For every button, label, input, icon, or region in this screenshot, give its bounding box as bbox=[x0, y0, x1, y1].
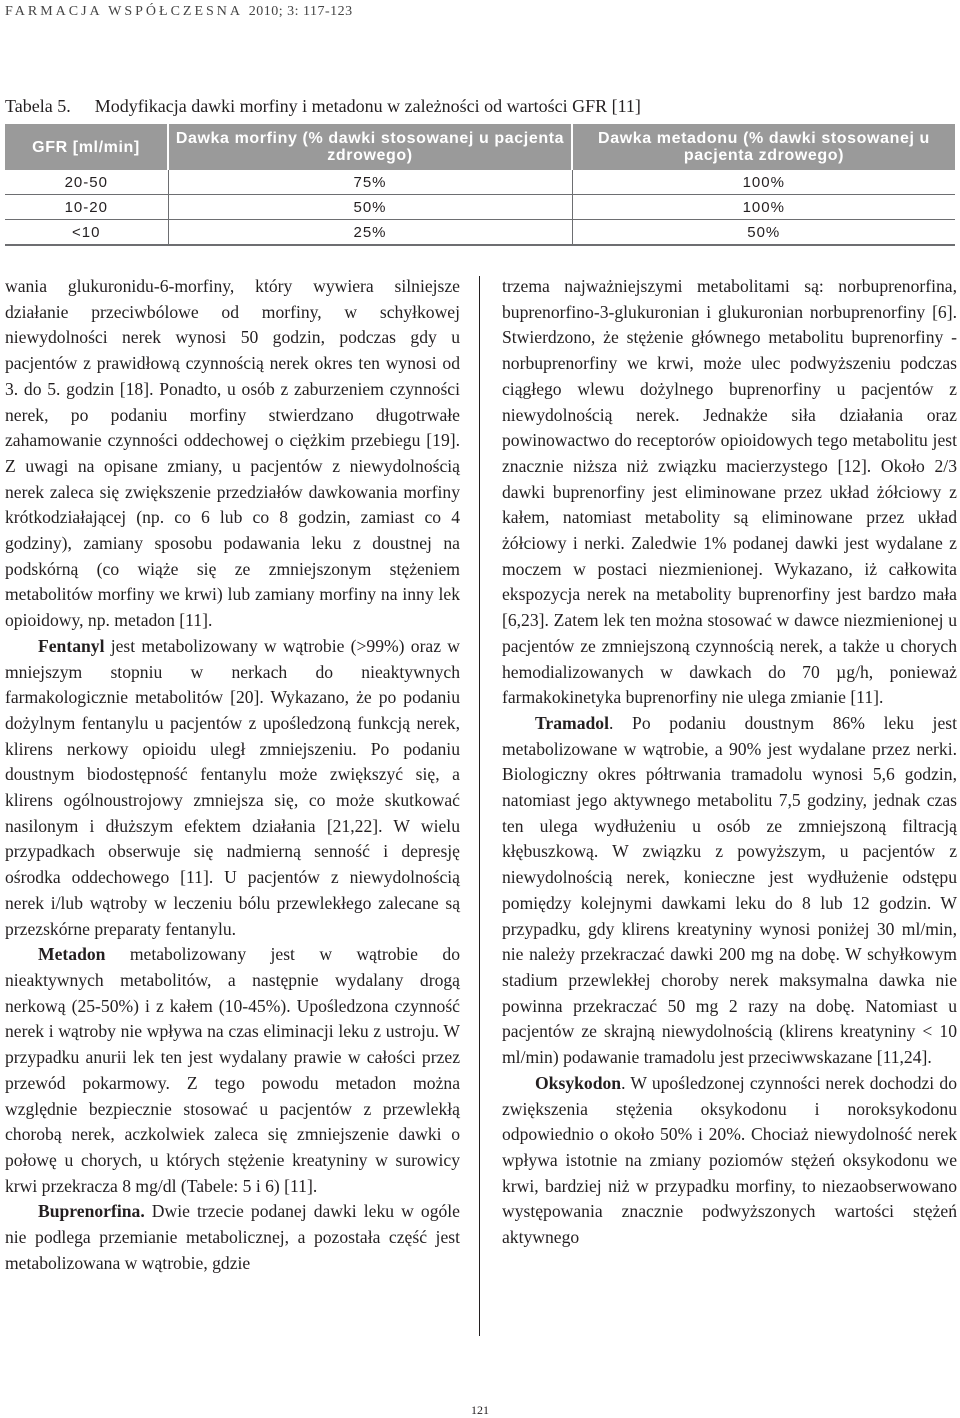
table-row bbox=[5, 195, 955, 220]
methadone-dose-cell: 100% bbox=[572, 195, 955, 220]
heading-fentanyl: Fentanyl bbox=[38, 635, 105, 656]
paragraph-text: . W upośledzonej czynności nerek dochodzi do zwiększenia stężenia oksykodonu i noroksykodonu odpowiednio o około 50% i 20%. Chociaż niewydolność nerek wpływa istotnie na zmiany poziomów stężeń oksykodonu we krwi, bardziej niż w przypadku morfiny, to niezaobserwowano występowania znacznie podwyższonych wartości stężeń aktywnego bbox=[502, 1072, 957, 1248]
morphine-dose-cell: 50% bbox=[168, 195, 572, 220]
table-caption bbox=[5, 96, 955, 117]
gfr-cell: 10-20 bbox=[5, 195, 168, 220]
morphine-dose-cell: 25% bbox=[168, 220, 572, 246]
right-column bbox=[502, 274, 957, 1251]
left-column bbox=[5, 274, 460, 1276]
heading-methadone: Metadon bbox=[38, 944, 106, 965]
table-row bbox=[5, 170, 955, 195]
gfr-cell: <10 bbox=[5, 220, 168, 246]
paragraph-fentanyl bbox=[5, 634, 460, 942]
paragraph-buprenorphine-continued: trzema najważniejszymi metabolitami są: norbuprenorfina, buprenorfino-3-glukuronian i glukuronian norbuprenorfiny [6]. Stwierdzono, że stężenie głównego metabolitu buprenorfiny - norbuprenorfiny we krwi, może ulec podwyższeniu podczas ciągłego wlewu dożylnego buprenorfiny u pacjentów z niewydolnością nerek. Jednakże siła działania oraz powinowactwo do receptorów opioidowych tego metabolitu jest znacznie niższa niż związku macierzystego [12]. Około 2/3 dawki buprenorfiny jest eliminowane przez układ żółciowy z kałem, natomiast metabolity są eliminowane przez układ żółciowy i nerki. Zaledwie 1% podanej dawki jest wydalane z moczem w postaci niezmienionej. Wykazano, iż całkowita ekspozycja nerek na metabolity buprenorfiny jest bardzo mała [6,23]. Zatem lek ten można stosować w dawce niezmienionej u pacjentów ze zmniejszoną czynnością nerek, a także u chorych hemodializowanych w dawkach do 70 µg/h, ponieważ farmakokinetyka buprenorfiny nie ulega zmianie [11]. bbox=[502, 276, 957, 708]
gfr-cell: 20-50 bbox=[5, 170, 168, 195]
heading-tramadol: Tramadol bbox=[535, 712, 609, 733]
journal-issue: 2010; 3: 117-123 bbox=[248, 4, 353, 19]
journal-name: FARMACJA WSPÓŁCZESNA bbox=[5, 4, 243, 19]
table-header-row bbox=[5, 124, 955, 170]
table-title: Modyfikacja dawki morfiny i metadonu w zależności od wartości GFR [11] bbox=[94, 96, 641, 116]
column-header-methadone: Dawka metadonu (% dawki stosowanej u pacjenta zdrowego) bbox=[572, 124, 955, 170]
paragraph-buprenorphine bbox=[5, 1199, 460, 1276]
page-number: 121 bbox=[471, 1403, 489, 1417]
paragraph-text: . Po podaniu doustnym 86% leku jest metabolizowane w wątrobie, a 90% jest wydalane przez nerki. Biologiczny okres półtrwania tramadolu wynosi 5,6 godzin, natomiast jego aktywnego metabolitu 7,5 godziny, jednak czas ten ulega wydłużeniu u osób ze zmniejszoną filtracją kłębuszkową. W związku z powyższym, u pacjentów z niewydolnością nerek, konieczne jest wydłużenie odstępu pomiędzy kolejnymi dawkami leku do 8 lub 12 godzin. W przypadku, gdy klirens kreatyniny wynosi poniżej 30 ml/min, nie należy przekraczać dawki 200 mg na dobę. W schyłkowym stadium przewlekłej choroby nerek maksymalna dawka nie powinna przekraczać 50 mg 2 razy na dobę. Natomiast u pacjentów ze skrajną niewydolnością (klirens kreatyniny < 10 ml/min) podawanie tramadolu jest przeciwwskazane [11,24]. bbox=[502, 712, 957, 1068]
morphine-dose-cell: 75% bbox=[168, 170, 572, 195]
paragraph-oxycodone bbox=[502, 1071, 957, 1251]
paragraph-text: jest metabolizowany w wątrobie (>99%) oraz w mniejszym stopniu w nerkach do nieaktywnych farmakologicznie metabolitów [20]. Wykazano, że po podaniu dożylnym fentanylu u pacjentów z upośledzoną funkcją nerek, klirens nerkowy opioidu uległ zmniejszeniu. Po podaniu doustnym biodostępność fentanylu może zwiększyć się, a klirens ogólnoustrojowy zmniejsza się, co może skutkować nasilonym i dłuższym efektem działania [21,22]. W wielu przypadkach obserwuje się nadmierną senność i depresję ośrodka oddechowego [11]. U pacjentów z niewydolnością nerek i/lub wątroby w leczeniu bólu przewlekłego zalecane są przezskórne preparaty fentanylu. bbox=[5, 635, 460, 939]
running-header bbox=[5, 4, 353, 20]
methadone-dose-cell: 100% bbox=[572, 170, 955, 195]
paragraph-text: Dwie trzecie podanej dawki leku w ogóle nie podlega przemianie metabolicznej, a pozostała część jest metabolizowana w wątrobie, gdzie bbox=[5, 1201, 460, 1273]
column-header-gfr: GFR [ml/min] bbox=[5, 124, 168, 170]
paragraph-tramadol bbox=[502, 711, 957, 1071]
methadone-dose-cell: 50% bbox=[572, 220, 955, 246]
heading-oxycodone: Oksykodon bbox=[535, 1072, 622, 1093]
paragraph-methadone bbox=[5, 942, 460, 1199]
dose-table bbox=[5, 124, 955, 246]
column-divider bbox=[479, 276, 480, 1336]
heading-buprenorphine: Buprenorfina. bbox=[38, 1201, 145, 1222]
paragraph-morphine-continued: wania glukuronidu-6-morfiny, który wywiera silniejsze działanie przeciwbólowe od morfiny, w schyłkowej niewydolności nerek wynosi 50 godzin, podczas gdy u pacjentów z prawidłową czynnością nerek okres ten wynosi od 3. do 5. godzin [18]. Ponadto, u osób z zaburzeniem czynności nerek, po podaniu morfiny stwierdzano długotrwałe zahamowanie czynności oddechowej o ciężkim przebiegu [19]. Z uwagi na opisane zmiany, u pacjentów z niewydolnością nerek zaleca się zwiększenie przedziałów dawkowania morfiny krótkodziałającej (np. co 6 lub co 8 godzin, zamiast co 4 godziny), zamiany sposobu podawania leku z doustnej na podskórną (co wiąże się ze zmniejszonym stężeniem metabolitów morfiny we krwi) lub zamiany morfiny na inny lek opioidowy, np. metadon [11]. bbox=[5, 276, 460, 631]
table-row bbox=[5, 220, 955, 246]
table-label: Tabela 5. bbox=[5, 96, 71, 116]
paragraph-text: metabolizowany jest w wątrobie do nieaktywnych metabolitów, a następnie wydalany drogą nerkową (25-50%) i z kałem (10-45%). Upośledzona czynność nerek i wątroby nie wpływa na czas eliminacji leku z ustroju. W przypadku anurii lek ten jest wydalany prawie w całości przez przewód pokarmowy. Z tego powodu metadon można względnie bezpiecznie stosować u pacjentów z przewlekłą chorobą nerek, aczkolwiek zaleca się zmniejszenie dawki o połowę u chorych, u których stężenie kreatyniny w surowicy krwi przekracza 8 mg/dl (Tabele: 5 i 6) [11]. bbox=[5, 944, 460, 1196]
column-header-morphine: Dawka morfiny (% dawki stosowanej u pacjenta zdrowego) bbox=[168, 124, 572, 170]
